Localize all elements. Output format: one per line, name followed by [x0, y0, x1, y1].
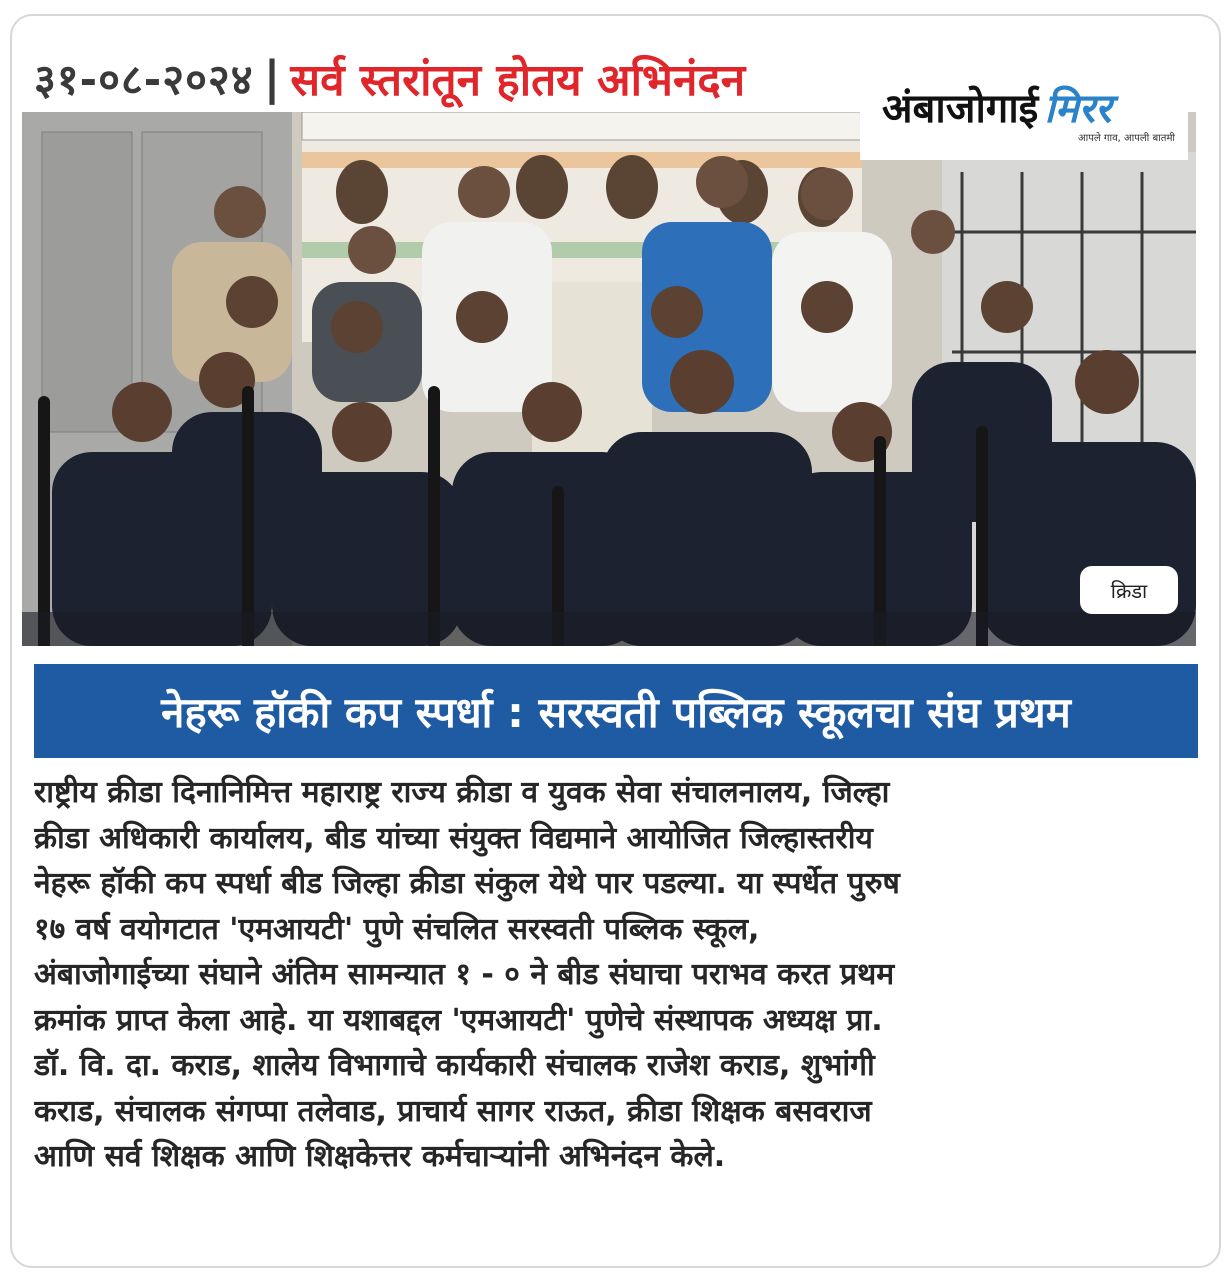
article-line: क्रमांक प्राप्त केला आहे. या यशाबद्दल 'एमआयटी' पुणेचे संस्थापक अध्यक्ष प्रा. [34, 1002, 883, 1038]
category-badge: क्रिडा [1080, 566, 1178, 614]
article-line: नेहरू हॉकी कप स्पर्धा बीड जिल्हा क्रीडा संकुल येथे पार पडल्या. या स्पर्धेत पुरुष [34, 866, 900, 901]
logo-text-accent: मिरर [1044, 85, 1112, 132]
article-title-bar [34, 664, 1198, 758]
team-photo [22, 112, 1196, 646]
logo-tagline: आपले गाव, आपली बातमी [1078, 132, 1176, 144]
article-title: नेहरू हॉकी कप स्पर्धा : सरस्वती पब्लिक स्कूलचा संघ प्रथम [161, 687, 1071, 737]
article-line: १७ वर्ष वयोगटात 'एमआयटी' पुणे संचलित सरस्वती पब्लिक स्कूल, [34, 911, 760, 947]
date-label: ३१-०८-२०२४ [34, 54, 254, 104]
article-line: कराड, संचालक संगप्पा तलेवाड, प्राचार्य सागर राऊत, क्रीडा शिक्षक बसवराज [34, 1093, 872, 1129]
logo-text-primary: अंबाजोगाई [882, 85, 1039, 132]
header-separator: | [263, 51, 281, 105]
article-line: अंबाजोगाईच्या संघाने अंतिम सामन्यात १ - ० ने बीड संघाचा पराभव करत प्रथम [34, 957, 895, 992]
top-headline: सर्व स्तरांतून होतय अभिनंदन [290, 55, 746, 106]
article-line: डॉ. वि. दा. कराड, शालेय विभागाचे कार्यकारी संचालक राजेश कराड, शुभांगी [34, 1048, 875, 1083]
article-body [34, 770, 1200, 1180]
article-line: राष्ट्रीय क्रीडा दिनानिमित्त महाराष्ट्र राज्य क्रीडा व युवक सेवा संचालनालय, जिल्हा [34, 775, 890, 810]
header [34, 48, 745, 108]
publication-logo [860, 62, 1188, 160]
article-line: आणि सर्व शिक्षक आणि शिक्षकेत्तर कर्मचाऱ्यांनी अभिनंदन केले. [34, 1139, 726, 1174]
team-photo-illustration [22, 112, 1196, 646]
article-line: क्रीडा अधिकारी कार्यालय, बीड यांच्या संयुक्त विद्यमाने आयोजित जिल्हास्तरीय [34, 820, 873, 856]
